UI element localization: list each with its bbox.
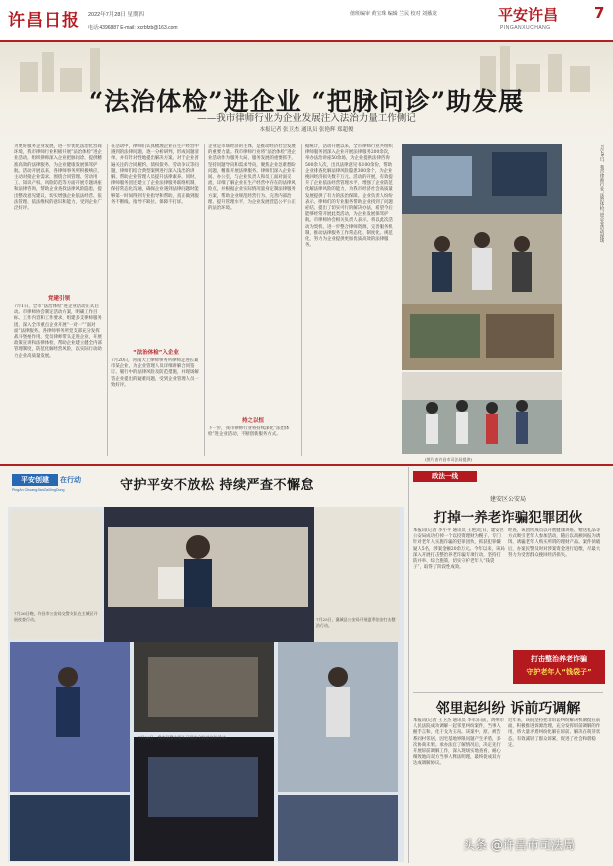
article-column-2b: 7月20日，河南大上律师事务所律师走进长葛市某企业，为企业管理人员详细讲解合同签订、履行中的法律风险及防范措施，并现场解答企业提出的疑难问题，受到企业管理人员一致好评。 [111, 358, 199, 388]
event-photo-group [402, 144, 562, 370]
section-pinyin: PINGANXUCHANG [500, 25, 551, 31]
section-divider [0, 464, 613, 466]
article-column-1b: 7月1日，全市“法治体检”进企业活动正式启动。市律师协会制定活动方案，明确工作目标、工作内容和工作要求，组建多支律师服务团，深入全市重点企业开展“一对一”“面对面”法律服务。各律师事务所党支部充分发挥战斗堡垒作用，党员律师带头走进企业，开展政策宣讲和法律体检，帮助企业建立健全内部管理制度，防范化解经营风险，以实际行动助力企业高质量发展。 [14, 304, 102, 359]
article-column-4: 据统计，活动开展以来，全市律师行业共组织律师服务团深入企业开展法律服务200余次，举办法治讲座50余场，为企业提供法律咨询500余人次，出具法律意见书100余份，帮助企业排查化解法律风险隐患300余个，为企业挽回经济损失数千万元。活动的开展，有效提升了企业依法经营管理水平，增强了企业防范化解法律风险的能力，为我市经济社会高质量发展提供了有力的法治保障。企业负责人纷纷表示，律师们的专业服务帮助企业找到了问题症结，提出了切实可行的解决办法，希望今后能够经常开展此类活动，为企业发展保驾护航。市律师协会相关负责人表示，将以此次活动为契机，进一步整合律师资源，完善服务机制，推动法律服务工作常态化、制度化、规范化，努力为企业提供更加优质高效的法律服务。 [305, 144, 393, 249]
section-title: 平安许昌 [498, 6, 559, 24]
newspaper-logo: 许昌日报 [8, 11, 80, 31]
masthead-bar [0, 0, 613, 42]
mediation-headline: 邻里起纠纷 诉前巧调解 [435, 701, 581, 717]
page-number: 7 [594, 4, 605, 22]
column-tag [12, 474, 104, 504]
right-article-kicker: 建安区公安局 [489, 496, 526, 503]
subtitle-1: 党建引领 [47, 296, 70, 302]
slogan-line-2: 守护老年人“钱袋子” [526, 668, 592, 676]
column-rule [301, 144, 302, 456]
subtitle-2: “法治体检”入企业 [133, 350, 179, 356]
tag-top: 平安创建 [12, 474, 58, 486]
tag-pinyin: PingAn ChuangJianZaiXingDong [12, 488, 65, 492]
vertical-photo-caption: 7月26日，我市律师行业“法治体检”进企业活动现场 [599, 144, 604, 243]
article-column-2: 在活动中，律师们认真梳理企业在生产经营中遇到的法律问题，逐一分析研判，形成问题清单，并有针对性地提出解决方案。对于企业普遍关注的合同履约、债权债务、劳动争议等问题，律师们结合典型案例进行深入浅出的讲解，帮助企业管理人员提升法律素养。同时，律师服务团还建立了企业法律服务联络机制，保持常态化沟通，确保企业遇到法律问题时能够第一时间得到专业指导和帮助，真正做到服务不断线、指导不缺位、保障不打烊。 [111, 144, 199, 205]
photo-collage [8, 507, 404, 862]
column-rule [408, 467, 409, 863]
editor-credits: 值班编审 黄宝珠 编辑 兰民 校对 刘播龙 [350, 11, 437, 17]
article-column-1: 为更好服务企业发展，进一步优化法治化营商环境，我市律师行业积极开展“法治体检”进企业活动，组织律师深入企业把脉问诊，提供精准高效的法律服务，为企业健康发展保驾护航。活动开展以来，各律师事务所积极响应，主动对接企业需求，围绕合同管理、劳动用工、知识产权、风险防范等方面开展专题讲座和法律咨询，帮助企业查找法律风险隐患，提出整改意见建议，切实增强企业依法经营、依法管理、依法维权的意识和能力，受到企业广泛好评。 [14, 144, 102, 212]
article-column-3b: 下一步，我市律师行业将持续深化“法治体检”进企业活动，不断创新服务方式。 [208, 426, 290, 438]
main-headline: “法治体检”进企业 “把脉问诊”助发展 [88, 87, 525, 116]
top-photo-caption: (图片由许昌市司法局提供) [425, 457, 473, 462]
right-article-headline: 打掉一养老诈骗犯罪团伙 [433, 510, 583, 526]
mediation-column-2: 近年来，该院坚持把非诉讼纠纷解决机制挺在前面，积极推进诉源治理，充分发挥诉前调解的作用，将大量矛盾纠纷化解在诉前、解决在萌芽状态，有效减轻了群众诉累，促进了社会和谐稳定。 [508, 718, 601, 748]
tag-bottom: 在行动 [60, 476, 81, 484]
column-rule [107, 144, 108, 456]
right-article-column-1: 本报讯(记者 李小平 通讯员 王艳)近日，建安区公安局成功打掉一个以投资理财为幌子、专门针对老年人实施诈骗的犯罪团伙，抓获犯罪嫌疑人5名，涉案金额20余万元。今年以来，该局深入开展打击整治养老诈骗专项行动，坚持打防并举、综合施策，切实守护老年人“钱袋子”，取得了阶段性成效。 [413, 528, 505, 571]
slogan-line-1: 打击整治养老诈骗 [531, 655, 587, 663]
feature-caption-3: 7月26日，我市民警在街头开展安全防范宣传活动。 [138, 735, 230, 740]
photo-feature-headline: 守护平安不放松 持续严查不懈怠 [120, 478, 315, 493]
meeting-photo [402, 144, 562, 370]
subtitle-3: 持之以恒 [241, 418, 264, 424]
feature-caption-1: 7月26日晚，许昌市公安局交警支队在主城区开展夜查行动。 [14, 611, 98, 622]
contact-info: 电话:4396887 E-mail: xcrbfzb@163.com [88, 25, 178, 31]
right-article-column-2: 经查，该团伙成员以开展健康讲座、赠送礼品等方式吸引老年人参加活动，随后以高额回报为诱饵，诱骗老年人购买所谓的理财产品。案件侦破后，办案民警及时对涉案资金进行追缴，尽最大努力为受害群众挽回经济损失。 [508, 528, 601, 558]
mediation-column-1: 本报讯(记者 王卫杰 通讯员 李军)日前，禹州市人民法院成功调解一起邻里纠纷案件，当事人握手言和，化干戈为玉帛。该案中，原、被告系同村邻居，因宅基地界限问题产生矛盾，多次协商未果。承办法官了解情况后，决定先行开展诉前调解工作，深入现场实地查看，耐心细致地向双方当事人释法明理，最终促成双方达成调解协议。 [413, 718, 505, 767]
main-byline: 本报记者 张卫杰 通讯员 张艳辉 郑超俊 [259, 127, 354, 133]
group-photo [402, 372, 562, 454]
column-rule [204, 144, 205, 456]
event-photo-2 [402, 372, 562, 454]
campaign-slogan-box [513, 650, 605, 684]
feature-caption-2: 7月25日，襄城县公安局开展夏季治安打击整治行动。 [316, 617, 396, 628]
main-subheadline: ——我市律师行业为企业发展注入法治力量工作侧记 [197, 113, 416, 124]
article-column-3: 企业是市场经济的主体，是推动经济社会发展的重要力量。我市律师行业将“法治体检”进企业活动作为服务大局、服务发展的重要抓手，坚持问题导向和需求导向，聚焦企业急难愁盼问题，精准开展法律服务。律师们深入企业车间、办公室，与企业负责人和员工面对面交流，详细了解企业在生产经营中存在的法律风险点，并根据企业实际情况量身定制法律服务方案，帮助企业规范经营行为、完善内部治理、提升管理水平，为企业发展营造公平公正的法治环境。 [208, 144, 296, 212]
source-watermark: 头条 @许昌市司法局 [463, 838, 575, 852]
collage-graphic [8, 507, 404, 862]
issue-date: 2022年7月28日 星期四 [88, 12, 144, 18]
politics-law-tag: 政法一线 [413, 471, 477, 482]
article-divider [413, 692, 603, 693]
